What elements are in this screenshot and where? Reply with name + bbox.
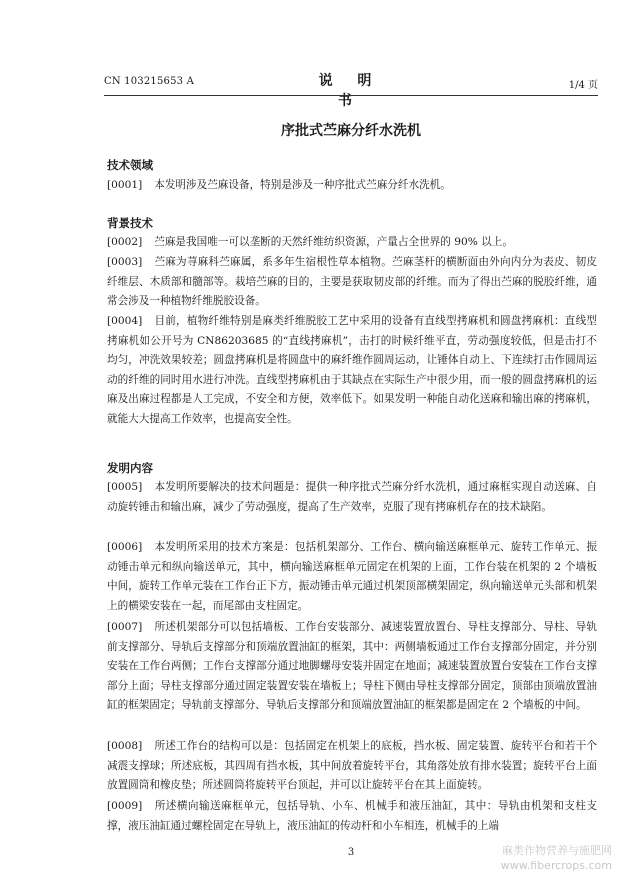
paragraph-0009 xyxy=(107,797,597,836)
paragraph-number: [0003] xyxy=(107,256,143,268)
header-rule xyxy=(104,95,598,96)
paragraph-number: [0006] xyxy=(107,541,143,553)
paragraph-number: [0002] xyxy=(107,236,143,248)
section-heading-technical-field: 技术领域 xyxy=(107,158,153,172)
section-heading-background: 背景技术 xyxy=(107,216,153,230)
paragraph-number: [0007] xyxy=(107,621,143,633)
paragraph-number: [0008] xyxy=(107,740,143,752)
page-header xyxy=(104,68,598,109)
paragraph-0001 xyxy=(107,176,597,196)
paragraph-0005 xyxy=(107,478,597,517)
paragraph-text: 所述机架部分可以包括墙板、工作台安装部分、减速装置放置台、导柱支撑部分、导柱、导轨前支撑部分、导轨后支撑部分和顶端放置油缸的框架，其中：两侧墙板通过工作台支撑部分固定，并分别安装在工作台两侧；工作台支撑部分通过地脚螺母安装并固定在地面；减速装置放置台安装在工作台支撑部分上面；导柱支撑部分通过固定装置安装在墙板上；导柱下侧由导柱支撑部分固定，顶部由顶端放置油缸的框架固定；导轨前支撑部分、导轨后支撑部分和顶端放置油缸的框架都是固定在 2 个墙板的中间。 xyxy=(107,621,597,711)
paragraph-text: 目前，植物纤维特别是麻类纤维脱胶工艺中采用的设备有直线型拷麻机和圆盘拷麻机：直线型拷麻机如公开号为 CN86203685 的“直线拷麻机”，击打的时候纤维平直，劳动强度较低，但是击打不均匀，冲洗效果较差；圆盘拷麻机是将圆盘中的麻纤维作圆周运动，让锤体自动上、下连续打击作圆周运动的纤维的同时用水进行冲洗。直线型拷麻机由于其缺点在实际生产中很少用，而一般的圆盘拷麻机的运麻及出麻过程都是人工完成，不安全和方便，效率低下。如果发明一种能自动化送麻和输出麻的拷麻机，就能大大提高工作效率，也提高安全性。 xyxy=(107,315,597,425)
watermark-url: www.fibercrops.com xyxy=(500,859,612,872)
page-number: 3 xyxy=(347,847,355,858)
paragraph-number: [0009] xyxy=(107,800,143,812)
paragraph-0002 xyxy=(107,233,597,253)
paragraph-text: 本发明所要解决的技术问题是：提供一种序批式苎麻分纤水洗机，通过麻框实现自动送麻、自动旋转锤击和输出麻，减少了劳动强度，提高了生产效率，克服了现有拷麻机存在的技术缺陷。 xyxy=(107,481,597,513)
paragraph-0004 xyxy=(107,312,597,429)
paragraph-text: 所述工作台的结构可以是：包括固定在机架上的底板，挡水板、固定装置、旋转平台和若干个减震支撑球；所述底板，其四周有挡水板，其中间放着旋转平台，其角落处放有排水装置；旋转平台上面放置圆筒和橡皮垫；所述圆筒将旋转平台顶起，并可以让旋转平台在其上面旋转。 xyxy=(107,740,597,791)
paragraph-0008 xyxy=(107,737,597,796)
paragraph-number: [0004] xyxy=(107,315,143,327)
paragraph-text: 所述横向输送麻框单元，包括导轨、小车、机械手和液压油缸，其中：导轨由机架和支柱支撑，液压油缸通过螺栓固定在导轨上，液压油缸的传动杆和小车相连，机械手的上端 xyxy=(107,800,597,832)
paragraph-text: 苎麻是我国唯一可以垄断的天然纤维纺织资源，产量占全世界的 90% 以上。 xyxy=(154,236,513,248)
watermark-site-name: 麻类作物营养与施肥网 xyxy=(502,844,612,857)
paragraph-text: 苎麻为荨麻科苎麻属，系多年生宿根性草本植物。苎麻茎杆的横断面由外向内分为表皮、韧皮纤维层、木质部和髓部等。栽培苎麻的目的，主要是获取韧皮部的纤维。而为了得出苎麻的脱胶纤维，通常会涉及一种植物纤维脱胶设备。 xyxy=(107,256,597,307)
paragraph-0003 xyxy=(107,253,597,312)
page-indicator: 1/4 页 xyxy=(568,80,598,91)
watermark xyxy=(501,843,612,873)
document-title: 序批式苎麻分纤水洗机 xyxy=(281,123,421,139)
paragraph-number: [0001] xyxy=(107,179,143,191)
doc-type: 说 明 书 xyxy=(318,73,382,109)
doc-number: CN 103215653 A xyxy=(104,76,195,87)
paragraph-0006 xyxy=(107,538,597,616)
section-heading-invention-content: 发明内容 xyxy=(107,461,153,475)
paragraph-text: 本发明所采用的技术方案是：包括机架部分、工作台、横向输送麻框单元、旋转工作单元、振动锤击单元和纵向输送单元，其中，横向输送麻框单元固定在机架的上面，工作台装在机架的 2 个墙板中间，旋转工作单元装在工作台正下方，振动锤击单元通过机架顶部横架固定，纵向输送单元头部和机架上的横梁安装在一起，而尾部由支柱固定。 xyxy=(107,541,597,612)
paragraph-text: 本发明涉及苎麻设备，特别是涉及一种序批式苎麻分纤水洗机。 xyxy=(154,179,451,191)
paragraph-0007 xyxy=(107,618,597,716)
paragraph-number: [0005] xyxy=(107,481,143,493)
